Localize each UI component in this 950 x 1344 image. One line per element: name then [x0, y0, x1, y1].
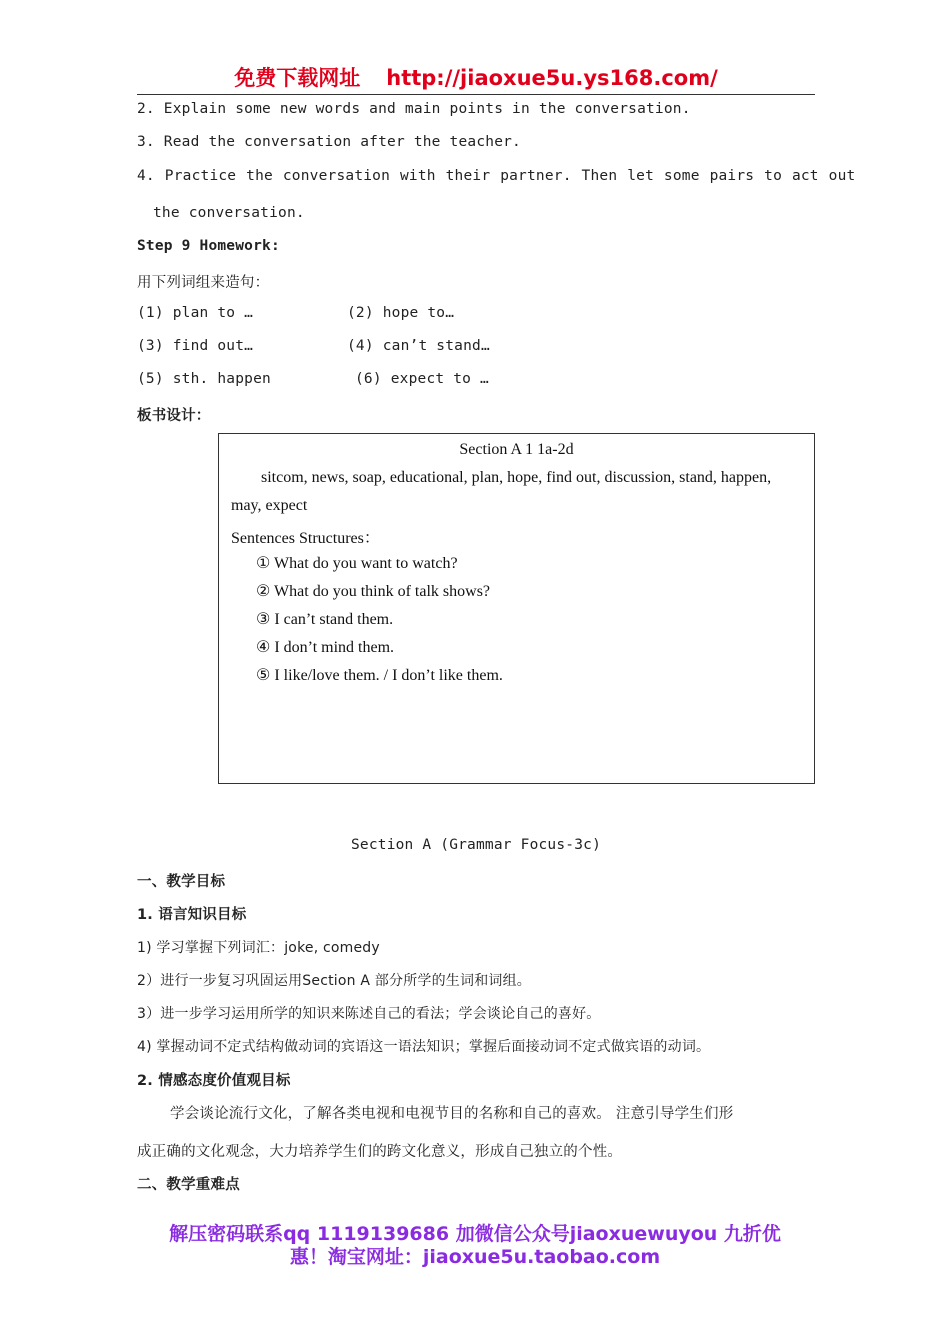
board-sentence-4: ④ I don’t mind them.	[256, 639, 395, 656]
board-vocab-line-2: may, expect	[231, 497, 308, 514]
step-item-4: 4. Practice the conversation with their partner. Then let some pairs to act out	[137, 168, 856, 184]
phrase-5: (5) sth. happen	[137, 371, 271, 387]
phrase-2: (2) hope to…	[347, 305, 455, 321]
footer-line-1: 解压密码联系qq 1119139686 加微信公众号jiaoxuewuyou 九折优	[169, 1223, 781, 1245]
difficulty-heading: 二、教学重难点	[137, 1177, 240, 1193]
board-structures-label: Sentences Structures：	[231, 530, 380, 547]
board-vocab-line-1: sitcom, news, soap, educational, plan, hope, find out, discussion, stand, happen,	[261, 469, 772, 486]
phrase-3: (3) find out…	[137, 338, 254, 354]
board-sentence-1: ① What do you want to watch?	[256, 555, 458, 572]
board-design-label: 板书设计：	[137, 408, 211, 424]
knowledge-item-1: 1) 学习掌握下列词汇：joke, comedy	[137, 940, 380, 956]
phrase-6: (6) expect to …	[355, 371, 489, 387]
header-url-link[interactable]: http://jiaoxue5u.ys168.com/	[386, 66, 718, 90]
step-item-3: 3. Read the conversation after the teacher.	[137, 134, 521, 150]
knowledge-item-3: 3）进一步学习运用所学的知识来陈述自己的看法；学会谈论自己的喜好。	[137, 1006, 601, 1022]
page-header	[137, 62, 815, 92]
knowledge-heading: 1. 语言知识目标	[137, 907, 247, 923]
homework-title: Step 9 Homework:	[137, 238, 280, 254]
attitude-heading: 2. 情感态度价值观目标	[137, 1073, 291, 1089]
homework-instruction: 用下列词组来造句：	[137, 275, 270, 291]
board-sentence-2: ② What do you think of talk shows?	[256, 583, 491, 600]
header-site-label: 免费下载网址	[234, 66, 361, 90]
phrase-1: (1) plan to …	[137, 305, 254, 321]
section-title: Section A (Grammar Focus-3c)	[350, 837, 602, 853]
attitude-paragraph-line-1: 学会谈论流行文化，了解各类电视和电视节目的名称和自己的喜欢。 注意引导学生们形	[170, 1106, 734, 1122]
board-sentence-3: ③ I can’t stand them.	[256, 611, 394, 628]
board-sentence-5: ⑤ I like/love them. / I don’t like them.	[256, 667, 503, 684]
phrase-4: (4) can’t stand…	[347, 338, 490, 354]
knowledge-item-2: 2）进行一步复习巩固运用Section A 部分所学的生词和词组。	[137, 973, 531, 989]
board-title: Section A 1 1a-2d	[459, 441, 574, 458]
attitude-paragraph-line-2: 成正确的文化观念，大力培养学生们的跨文化意义，形成自己独立的个性。	[137, 1144, 623, 1160]
goal-heading: 一、教学目标	[137, 874, 226, 890]
footer-line-2[interactable]: 惠！淘宝网址：jiaoxue5u.taobao.com	[289, 1246, 661, 1268]
knowledge-item-4: 4) 掌握动词不定式结构做动词的宾语这一语法知识；掌握后面接动词不定式做宾语的动词。	[137, 1039, 711, 1055]
step-item-2: 2. Explain some new words and main points in the conversation.	[137, 101, 691, 117]
step-item-4-continued: the conversation.	[153, 205, 305, 221]
header-divider	[137, 94, 815, 95]
board-design-box	[218, 433, 815, 784]
